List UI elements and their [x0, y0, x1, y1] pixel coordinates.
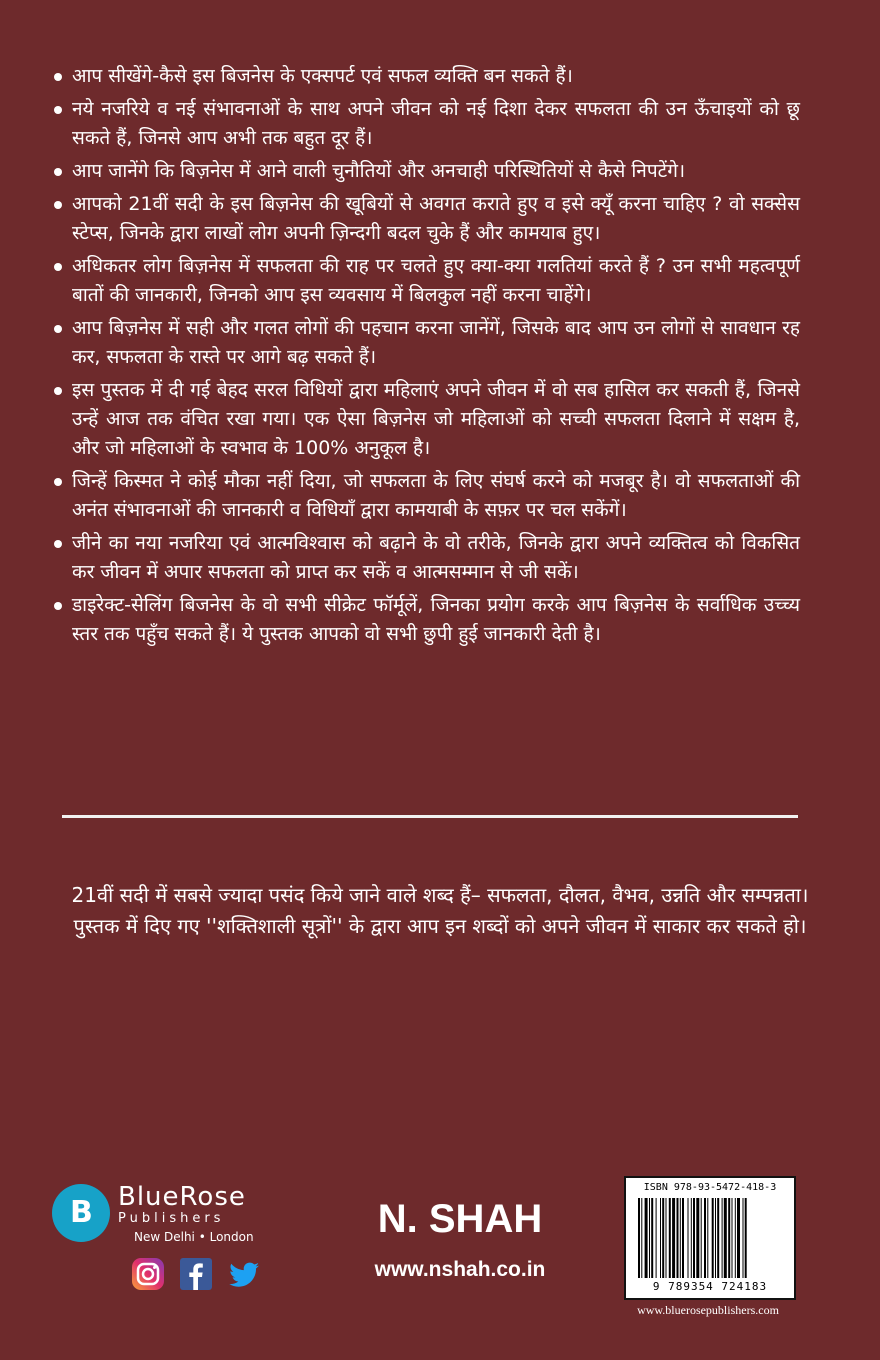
section-divider — [62, 815, 798, 818]
barcode-bar — [656, 1198, 657, 1278]
bullet-icon — [54, 387, 62, 395]
bullet-icon — [54, 73, 62, 81]
bullet-icon — [54, 201, 62, 209]
barcode-bar — [712, 1198, 714, 1278]
author-name: N. SHAH — [377, 1197, 543, 1241]
barcode-bar — [645, 1198, 648, 1278]
instagram-icon[interactable] — [130, 1256, 166, 1292]
author-website-link[interactable]: www.nshah.co.in — [374, 1258, 546, 1281]
barcode-bar — [666, 1198, 667, 1278]
barcode-bar — [715, 1198, 716, 1278]
barcode-bar — [662, 1198, 664, 1278]
feature-bullet-list — [50, 62, 800, 653]
list-item-text: आपको 21वीं सदी के इस बिज़नेस की खूबियों से अवगत कराते हुए व इसे क्यूँ करना चाहिए ? वो सक्सेस स्टेप्स, जिनके द्वारा लाखों लोग अपनी ज़िन्दगी बदल चुके हैं और कामयाब हुए। — [72, 193, 800, 244]
bullet-icon — [54, 325, 62, 333]
barcode-bar — [641, 1198, 642, 1278]
barcode-bar — [701, 1198, 702, 1278]
publisher-subtitle: Publishers — [118, 1211, 225, 1226]
barcode-bar — [722, 1198, 723, 1278]
bullet-icon — [54, 602, 62, 610]
isbn-label: ISBN 978-93-5472-418-3 — [643, 1182, 777, 1193]
barcode-digits: 9 789354 724183 — [652, 1280, 768, 1293]
social-links — [130, 1256, 262, 1292]
list-item — [50, 157, 800, 186]
list-item-text: डाइरेक्ट-सेलिंग बिजनेस के वो सभी सीक्रेट फॉर्मूलें, जिनका प्रयोग करके आप बिज़नेस के सर्वाधिक उच्च्य स्तर तक पहुँच सकते हैं। ये पुस्तक आपको वो सभी छुपी हुई जानकारी देती है। — [72, 594, 800, 645]
list-item-text: इस पुस्तक में दी गई बेहद सरल विधियों द्वारा महिलाएं अपने जीवन में वो सब हासिल कर सकती हैं, जिनसे उन्हें आज तक वंचित रखा गया। एक ऐसा बिज़नेस जो महिलाओं को सच्ची सफलता दिलाने में सक्षम है, और जो महिलाओं के स्वभाव के 100% अनुकूल है। — [72, 379, 800, 459]
summary-paragraph: 21वीं सदी में सबसे ज्यादा पसंद किये जाने वाले शब्द हैं– सफलता, दौलत, वैभव, उन्नति और सम्पन्नता। पुस्तक में दिए गए ''शक्तिशाली सूत्रों'' के द्वारा आप इन शब्दों को अपने जीवन में साकार कर सकते हो। — [71, 883, 809, 938]
list-item-text: आप सीखेंगे-कैसे इस बिजनेस के एक्सपर्ट एवं सफल व्यक्ति बन सकते हैं। — [72, 65, 573, 87]
bullet-icon — [54, 168, 62, 176]
bluerose-logo-icon: B — [52, 1184, 110, 1242]
list-item — [50, 190, 800, 248]
publisher-cities: New Delhi • London — [134, 1230, 254, 1244]
list-item-text: आप बिज़नेस में सही और गलत लोगों की पहचान करना जानेंगें, जिसके बाद आप उन लोगों से सावधान रह कर, सफलता के रास्ते पर आगे बढ़ सकते हैं। — [72, 317, 800, 368]
barcode-bar — [651, 1198, 653, 1278]
twitter-icon[interactable] — [226, 1256, 262, 1292]
bullet-icon — [54, 263, 62, 271]
barcode-bar — [669, 1198, 671, 1278]
list-item-text: अधिकतर लोग बिज़नेस में सफलता की राह पर चलते हुए क्या-क्या गलतियां करते हैं ? उन सभी महत्वपूर्ण बातों की जानकारी, जिनको आप इस व्यवसाय में बिलकुल नहीं करना चाहेंगे। — [72, 255, 800, 306]
list-item — [50, 95, 800, 153]
publisher-url-link[interactable]: www.bluerosepublishers.com — [637, 1303, 779, 1317]
barcode-bar — [677, 1198, 679, 1278]
isbn-barcode — [624, 1176, 796, 1300]
list-item-text: आप जानेंगे कि बिज़नेस में आने वाली चुनौतियों और अनचाही परिस्थितियों से कैसे निपटेंगे। — [72, 160, 686, 182]
list-item — [50, 529, 800, 587]
barcode-bar — [638, 1198, 640, 1278]
publisher-name: BlueRose — [118, 1182, 246, 1212]
barcode-bar — [717, 1198, 719, 1278]
barcode-bar — [728, 1198, 730, 1278]
barcode-bar — [735, 1198, 736, 1278]
barcode-bar — [745, 1198, 747, 1278]
barcode-bar — [737, 1198, 740, 1278]
facebook-icon[interactable] — [178, 1256, 214, 1292]
barcode-bar — [732, 1198, 733, 1278]
list-item-text: जिन्हें किस्मत ने कोई मौका नहीं दिया, जो सफलता के लिए संघर्ष करने को मजबूर है। वो सफलताओं की अनंत संभावनाओं की जानकारी व विधियाँ द्वारा कामयाबी के सफ़र पर चल सकेंगें। — [72, 470, 800, 521]
barcode-image — [636, 1198, 784, 1278]
barcode-bar — [707, 1198, 708, 1278]
bullet-icon — [54, 540, 62, 548]
barcode-bar — [691, 1198, 692, 1278]
list-item-text: नये नजरिये व नई संभावनाओं के साथ अपने जीवन को नई दिशा देकर सफलता की उन ऊँचाइयों को छू सकते हैं, जिनसे आप अभी तक बहुत दूर हैं। — [72, 98, 800, 149]
barcode-bar — [743, 1198, 744, 1278]
barcode-bar — [704, 1198, 706, 1278]
list-item — [50, 62, 800, 91]
publisher-logo — [52, 1182, 272, 1246]
bullet-icon — [54, 106, 62, 114]
list-item — [50, 314, 800, 372]
barcode-bar — [680, 1198, 681, 1278]
barcode-bar — [688, 1198, 689, 1278]
list-item — [50, 467, 800, 525]
barcode-bar — [693, 1198, 695, 1278]
list-item — [50, 591, 800, 649]
barcode-bar — [682, 1198, 684, 1278]
barcode-bar — [724, 1198, 727, 1278]
bullet-icon — [54, 478, 62, 486]
list-item — [50, 252, 800, 310]
barcode-bar — [649, 1198, 650, 1278]
barcode-bar — [696, 1198, 699, 1278]
barcode-bar — [660, 1198, 661, 1278]
barcode-bar — [672, 1198, 675, 1278]
list-item — [50, 376, 800, 463]
list-item-text: जीने का नया नजरिया एवं आत्मविश्वास को बढ़ाने के वो तरीके, जिनके द्वारा अपने व्यक्तित्व को विकसित कर जीवन में अपार सफलता को प्राप्त कर सकें व आत्मसम्मान से जी सकें। — [72, 532, 800, 583]
